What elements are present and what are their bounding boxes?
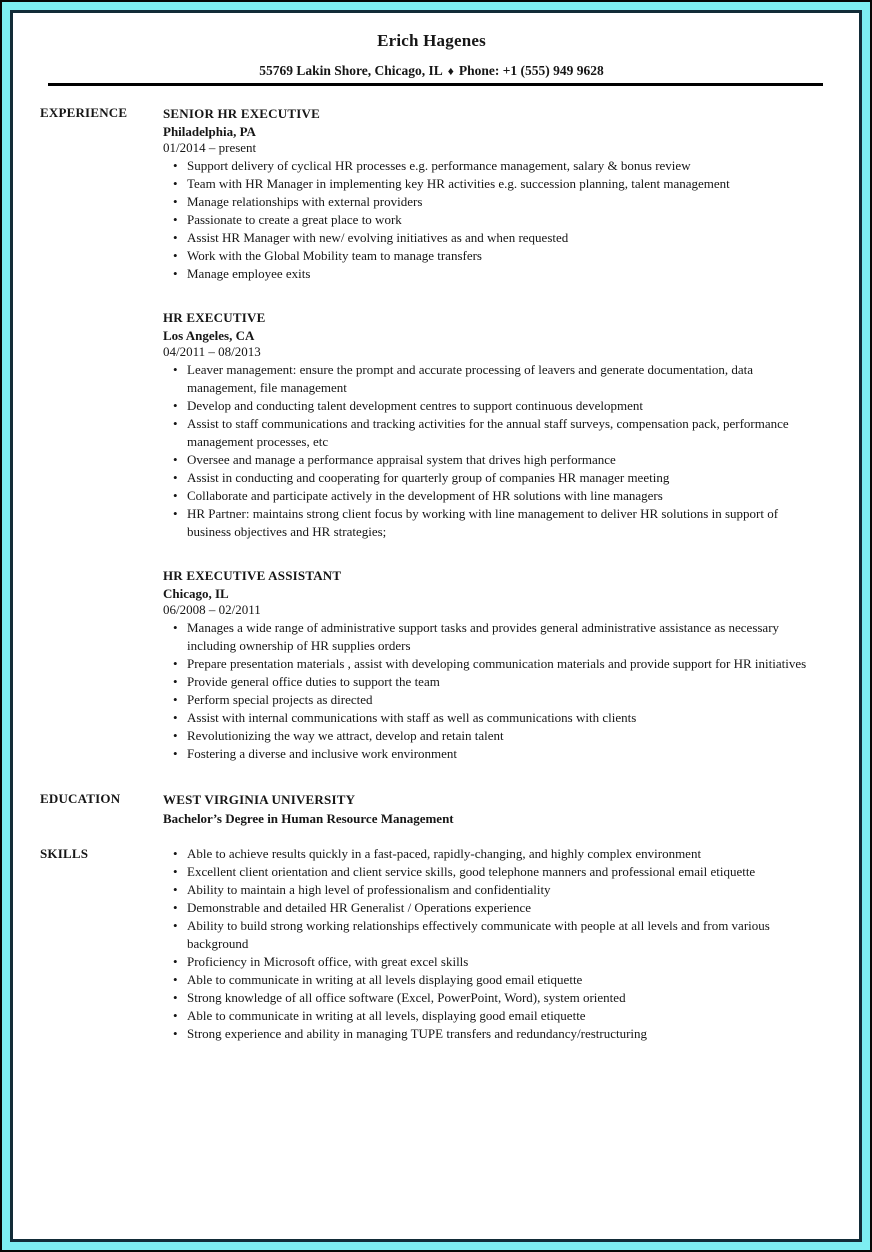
bullet-item: • Demonstrable and detailed HR Generalist / Operations experience xyxy=(187,899,823,917)
bullet-item: • Able to achieve results quickly in a fast-paced, rapidly-changing, and highly complex environment xyxy=(187,845,823,863)
person-name: Erich Hagenes xyxy=(377,31,486,50)
contact-line xyxy=(40,62,823,80)
diamond-icon: ♦ xyxy=(447,64,454,78)
job-entry-hr-executive xyxy=(163,308,823,541)
job-entry-senior-hr-executive xyxy=(163,104,823,283)
school-name: WEST VIRGINIA UNIVERSITY xyxy=(163,792,356,807)
bullet-item: • Revolutionizing the way we attract, develop and retain talent xyxy=(187,727,823,745)
bullet-item: • Manages a wide range of administrative support tasks and provides general administrative assistance as necessary including ownership of HR supplies orders xyxy=(187,619,823,655)
section-label-skills: SKILLS xyxy=(40,846,89,861)
job-entry-hr-executive-assistant xyxy=(163,566,823,763)
bullet-item: • HR Partner: maintains strong client focus by working with line management to deliver HR solutions in support of business objectives and HR strategies; xyxy=(187,505,823,541)
job-title: HR EXECUTIVE ASSISTANT xyxy=(163,568,342,583)
skills-content xyxy=(163,845,823,1043)
address-text: 55769 Lakin Shore, Chicago, IL xyxy=(259,63,443,78)
bullet-item: • Leaver management: ensure the prompt and accurate processing of leavers and generate documentation, data management, file management xyxy=(187,361,823,397)
bullet-item: • Assist with internal communications with staff as well as communications with clients xyxy=(187,709,823,727)
header-divider xyxy=(48,83,823,86)
job-dates: 04/2011 – 08/2013 xyxy=(163,344,261,359)
bullet-item: • Able to communicate in writing at all levels displaying good email etiquette xyxy=(187,971,823,989)
bullet-item: • Develop and conducting talent development centres to support continuous development xyxy=(187,397,823,415)
bullet-item: • Ability to build strong working relationships effectively communicate with people at all levels and from various background xyxy=(187,917,823,953)
bullet-item: • Assist in conducting and cooperating for quarterly group of companies HR manager meeting xyxy=(187,469,823,487)
page-border-inner xyxy=(10,10,862,1242)
bullet-item: • Support delivery of cyclical HR processes e.g. performance management, salary & bonus review xyxy=(187,157,823,175)
experience-section xyxy=(40,104,823,763)
bullet-item: • Strong knowledge of all office software (Excel, PowerPoint, Word), system oriented xyxy=(187,989,823,1007)
job-bullet-list xyxy=(163,619,823,763)
bullet-item: • Assist to staff communications and tracking activities for the annual staff surveys, compensation pack, performance management processes, etc xyxy=(187,415,823,451)
job-bullet-list xyxy=(163,157,823,283)
section-label-education: EDUCATION xyxy=(40,791,121,806)
resume-header xyxy=(40,30,823,86)
education-content xyxy=(163,790,823,828)
bullet-item: • Passionate to create a great place to work xyxy=(187,211,823,229)
bullet-item: • Assist HR Manager with new/ evolving initiatives as and when requested xyxy=(187,229,823,247)
page-border-cyan xyxy=(2,2,870,1250)
job-location: Los Angeles, CA xyxy=(163,328,255,343)
bullet-item: • Manage relationships with external providers xyxy=(187,193,823,211)
bullet-item: • Team with HR Manager in implementing key HR activities e.g. succession planning, talent management xyxy=(187,175,823,193)
degree-name: Bachelor’s Degree in Human Resource Management xyxy=(163,811,454,826)
bullet-item: • Ability to maintain a high level of professionalism and confidentiality xyxy=(187,881,823,899)
job-location: Philadelphia, PA xyxy=(163,124,256,139)
job-dates: 01/2014 – present xyxy=(163,140,257,155)
bullet-item: • Strong experience and ability in managing TUPE transfers and redundancy/restructuring xyxy=(187,1025,823,1043)
bullet-item: • Able to communicate in writing at all levels, displaying good email etiquette xyxy=(187,1007,823,1025)
bullet-item: • Manage employee exits xyxy=(187,265,823,283)
bullet-item: • Proficiency in Microsoft office, with great excel skills xyxy=(187,953,823,971)
bullet-item: • Oversee and manage a performance appraisal system that drives high performance xyxy=(187,451,823,469)
job-location: Chicago, IL xyxy=(163,586,229,601)
bullet-item: • Fostering a diverse and inclusive work environment xyxy=(187,745,823,763)
bullet-item: • Work with the Global Mobility team to manage transfers xyxy=(187,247,823,265)
bullet-item: • Prepare presentation materials , assist with developing communication materials and provide support for HR initiatives xyxy=(187,655,823,673)
job-dates: 06/2008 – 02/2011 xyxy=(163,602,261,617)
job-title: HR EXECUTIVE xyxy=(163,310,266,325)
bullet-item: • Excellent client orientation and client service skills, good telephone manners and professional email etiquette xyxy=(187,863,823,881)
resume-content xyxy=(13,13,859,1043)
bullet-item: • Provide general office duties to support the team xyxy=(187,673,823,691)
skills-bullet-list xyxy=(163,845,823,1043)
phone-text: Phone: +1 (555) 949 9628 xyxy=(458,63,604,78)
experience-content xyxy=(163,104,823,763)
skills-section xyxy=(40,845,823,1043)
job-bullet-list xyxy=(163,361,823,541)
bullet-item: • Collaborate and participate actively in the development of HR solutions with line managers xyxy=(187,487,823,505)
education-section xyxy=(40,790,823,828)
bullet-item: • Perform special projects as directed xyxy=(187,691,823,709)
section-label-experience: EXPERIENCE xyxy=(40,105,128,120)
job-title: SENIOR HR EXECUTIVE xyxy=(163,106,320,121)
